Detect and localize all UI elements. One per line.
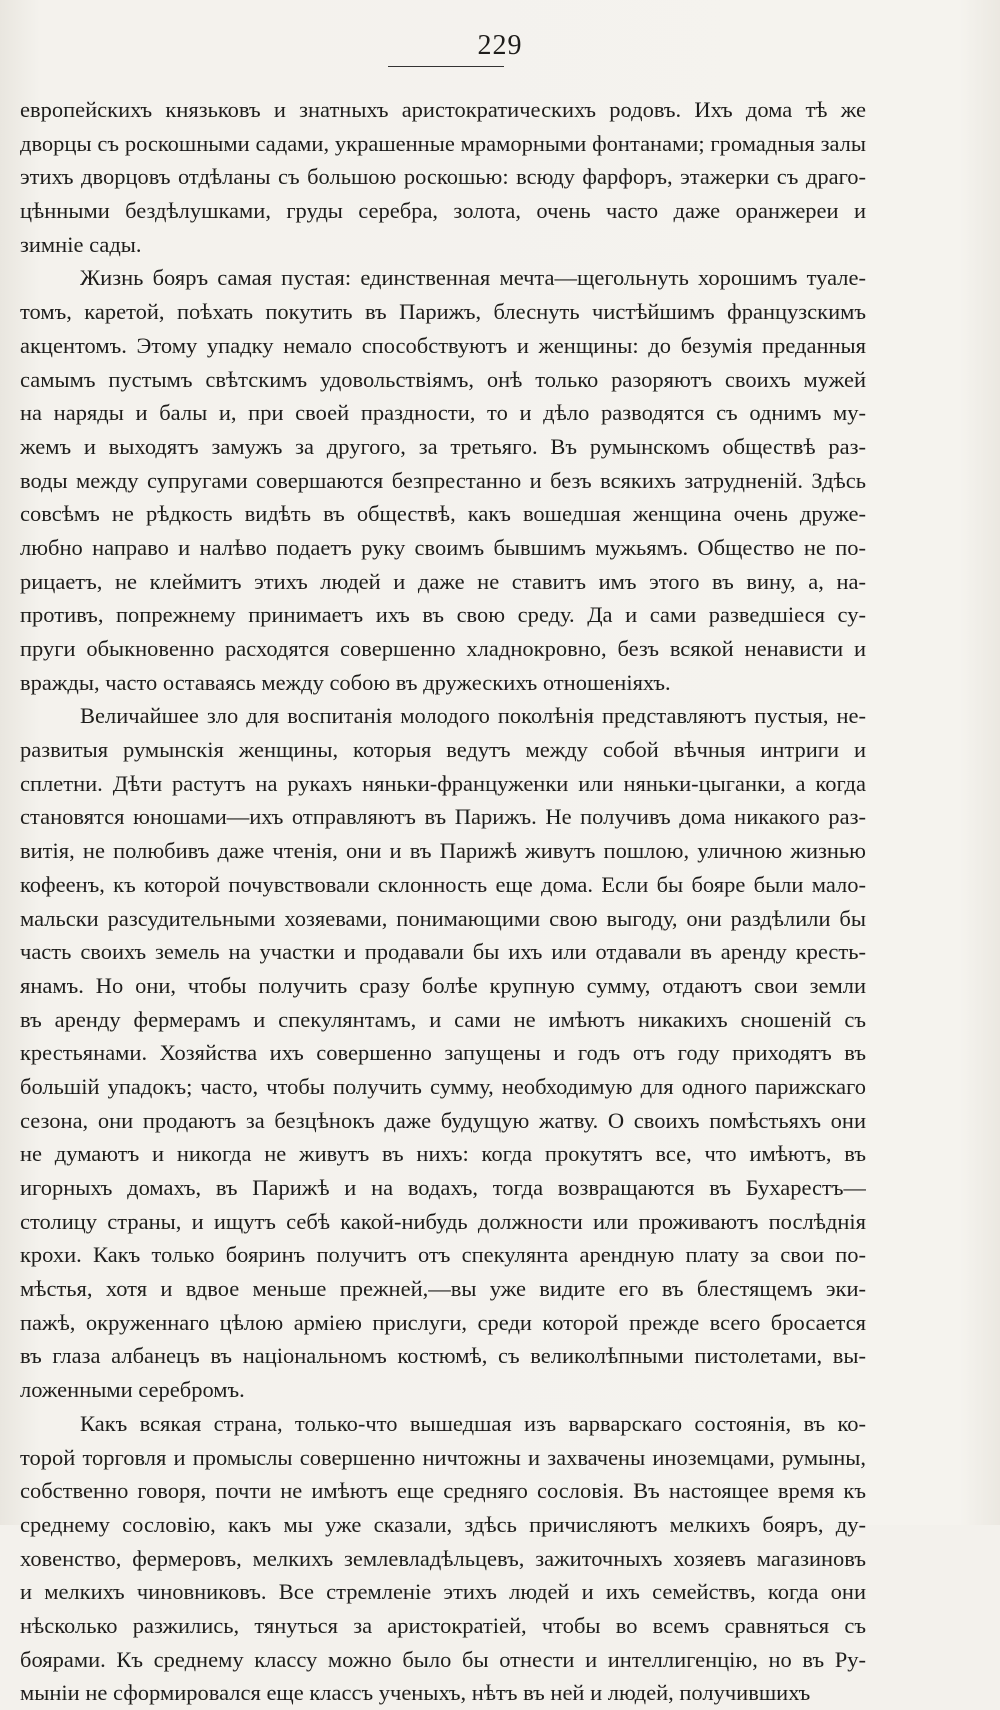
text-line: на наряды и балы и, при своей праздности, то и дѣло разводятся съ однимъ му- bbox=[20, 400, 866, 426]
text-line: становятся юношами—ихъ отправляютъ въ Парижъ. Не получивъ дома никакого раз- bbox=[20, 804, 866, 830]
text-line: нѣсколько разжились, тянуться за аристократіей, чтобы во всемъ сравняться съ bbox=[20, 1612, 866, 1638]
text-line: въ аренду фермерамъ и спекулянтамъ, и сами не имѣютъ никакихъ сношеній съ bbox=[20, 1006, 866, 1032]
text-line: вражды, часто оставаясь между собою въ дружескихъ отношеніяхъ. bbox=[20, 669, 671, 695]
text-line: кофеенъ, къ которой почувствовали склонность еще дома. Если бы бояре были мало- bbox=[20, 871, 866, 897]
text-line: сплетни. Дѣти растутъ на рукахъ няньки-француженки или няньки-цыганки, а когда bbox=[20, 770, 866, 796]
text-line: рицаетъ, не клеймитъ этихъ людей и даже не ставитъ имъ этого въ вину, а, на- bbox=[20, 568, 866, 594]
text-line: самымъ пустымъ свѣтскимъ удовольствіямъ, онѣ только разоряютъ своихъ мужей bbox=[20, 366, 866, 392]
text-line: пруги обыкновенно расходятся совершенно хладнокровно, безъ всякой ненависти и bbox=[20, 636, 866, 661]
text-line: сезона, они продаютъ за безцѣнокъ даже будущую жатву. О своихъ помѣстьяхъ они bbox=[20, 1107, 866, 1133]
text-line: торой торговля и промыслы совершенно ничтожны и захвачены иноземцами, румыны, bbox=[20, 1444, 866, 1470]
paragraph bbox=[20, 699, 866, 1406]
text-line: цѣнными бездѣлушками, груды серебра, золота, очень часто даже оранжереи и bbox=[20, 198, 866, 224]
text-line: мальски разсудительными хозяевами, понимающими свою выгоду, они раздѣлили бы bbox=[20, 905, 866, 931]
text-line: томъ, каретой, поѣхать покутить въ Парижъ, блеснуть чистѣйшимъ французскимъ bbox=[20, 299, 866, 325]
text-line: зимніе сады. bbox=[20, 231, 142, 257]
text-line: Жизнь бояръ самая пустая: единственная мечта—щегольнуть хорошимъ туале- bbox=[80, 265, 866, 291]
text-line: мѣстья, хотя и вдвое меньше прежней,—вы уже видите его въ блестящемъ эки- bbox=[20, 1276, 866, 1302]
text-line: пажѣ, окруженнаго цѣлою арміею прислуги, среди которой прежде всего бросается bbox=[20, 1309, 866, 1335]
text-line: акцентомъ. Этому упадку немало способствуютъ и женщины: до безумія преданныя bbox=[20, 332, 866, 358]
text-line: не думаютъ и никогда не живутъ въ нихъ: когда прокутятъ все, что имѣютъ, въ bbox=[20, 1141, 866, 1167]
text-line: любно направо и налѣво подаетъ руку своимъ бывшимъ мужьямъ. Общество не по- bbox=[20, 534, 866, 560]
text-line: этихъ дворцовъ отдѣланы съ большою роскошью: всюду фарфоръ, этажерки съ драго- bbox=[20, 164, 866, 190]
text-line: витія, не полюбивъ даже чтенія, они и въ Парижѣ живутъ пошлою, уличною жизнью bbox=[20, 838, 866, 864]
text-line: крестьянами. Хозяйства ихъ совершенно запущены и годъ отъ году приходятъ въ bbox=[20, 1040, 866, 1066]
paragraph bbox=[20, 1407, 866, 1710]
body-text bbox=[20, 93, 866, 1710]
text-line: жемъ и выходятъ замужъ за другого, за третьяго. Въ румынскомъ обществѣ раз- bbox=[20, 433, 866, 459]
text-line: большій упадокъ; часто, чтобы получить сумму, необходимую для одного парижскаго bbox=[20, 1073, 866, 1099]
text-line: столицу страны, и ищутъ себѣ какой-нибудь должности или проживаютъ послѣднія bbox=[20, 1208, 866, 1234]
text-line: ложенными серебромъ. bbox=[20, 1377, 245, 1403]
text-line: развитыя румынскія женщины, которыя ведутъ между собой вѣчныя интриги и bbox=[20, 737, 866, 763]
page-number: 229 bbox=[477, 30, 523, 61]
header-rule bbox=[388, 66, 504, 67]
text-line: европейскихъ князьковъ и знатныхъ аристократическихъ родовъ. Ихъ дома тѣ же bbox=[20, 97, 866, 122]
text-line: Величайшее зло для воспитанія молодого поколѣнія представляютъ пустыя, не- bbox=[80, 703, 866, 729]
text-line: янамъ. Но они, чтобы получить сразу болѣе крупную сумму, отдаютъ свои земли bbox=[20, 972, 866, 998]
text-line: среднему сословію, какъ мы уже сказали, здѣсь причисляютъ мелкихъ бояръ, ду- bbox=[20, 1511, 866, 1537]
text-line: совсѣмъ не рѣдкость видѣть въ обществѣ, какъ вошедшая женщина очень друже- bbox=[20, 501, 866, 527]
text-line: Какъ всякая страна, только-что вышедшая изъ варварскаго состоянія, въ ко- bbox=[80, 1410, 866, 1436]
paragraph bbox=[20, 93, 866, 261]
paragraph bbox=[20, 261, 866, 699]
text-line: ховенство, фермеровъ, мелкихъ землевладѣльцевъ, зажиточныхъ хозяевъ магазиновъ bbox=[20, 1545, 866, 1571]
text-line: боярами. Къ среднему классу можно было бы отнести и интеллигенцію, но въ Ру- bbox=[20, 1646, 866, 1672]
text-line: игорныхъ домахъ, въ Парижѣ и на водахъ, тогда возвращаются въ Бухарестъ— bbox=[20, 1175, 866, 1200]
text-line: мыніи не сформировался еще классъ ученыхъ, нѣтъ въ ней и людей, получившихъ bbox=[20, 1680, 811, 1706]
text-line: крохи. Какъ только бояринъ получитъ отъ спекулянта арендную плату за свои по- bbox=[20, 1242, 866, 1268]
text-line: собственно говоря, почти не имѣютъ еще средняго сословія. Въ настоящее время къ bbox=[20, 1478, 866, 1504]
text-line: воды между супругами совершаются безпрестанно и безъ всякихъ затрудненій. Здѣсь bbox=[20, 467, 866, 493]
text-line: часть своихъ земель на участки и продавали бы ихъ или отдавали въ аренду кресть- bbox=[20, 939, 866, 965]
text-line: противъ, попрежнему принимаетъ ихъ въ свою среду. Да и сами разведшіеся су- bbox=[20, 602, 866, 628]
text-line: дворцы съ роскошными садами, украшенные мраморными фонтанами; громадныя залы bbox=[20, 130, 866, 156]
text-line: въ глаза албанецъ въ національномъ костюмѣ, съ великолѣпными пистолетами, вы- bbox=[20, 1343, 866, 1369]
text-line: и мелкихъ чиновниковъ. Все стремленіе этихъ людей и ихъ семействъ, когда они bbox=[20, 1579, 866, 1605]
